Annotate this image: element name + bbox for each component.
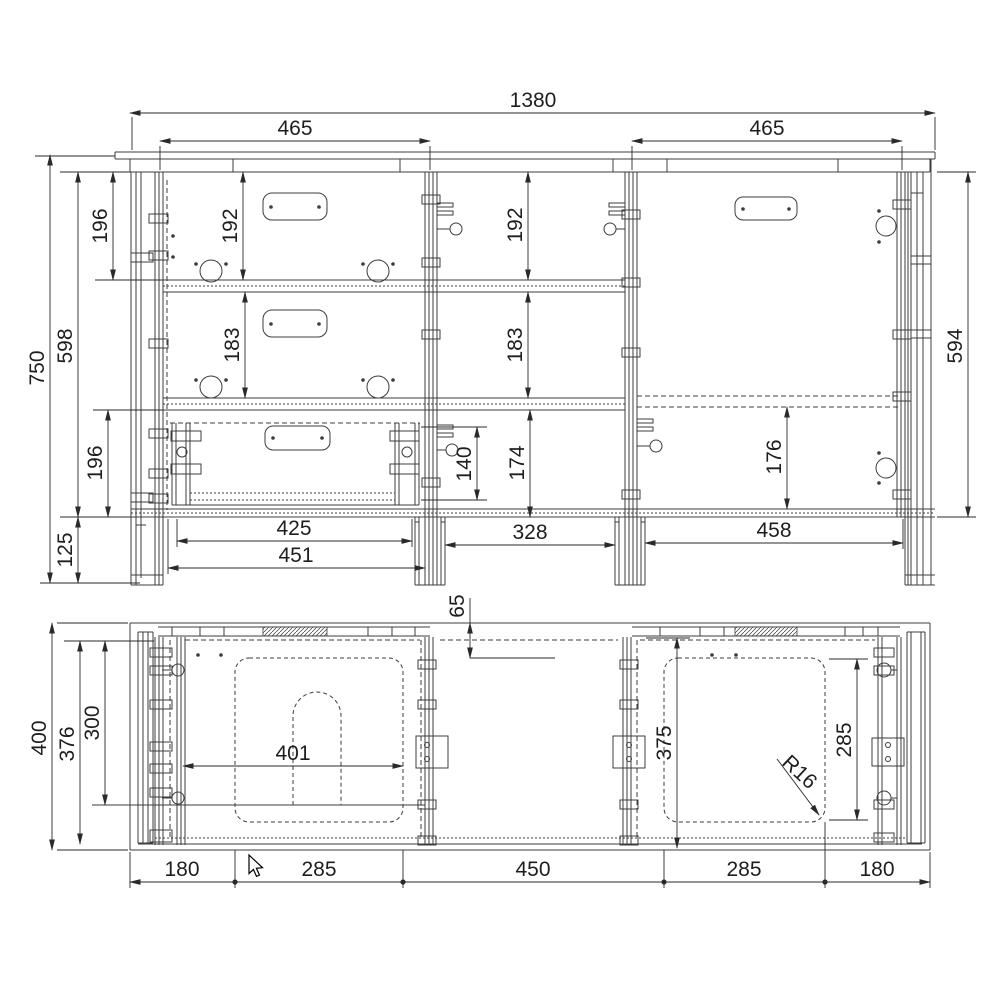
bracket	[609, 211, 625, 215]
bracket	[874, 648, 894, 657]
screw-dot	[877, 209, 881, 213]
right-door-outline	[664, 658, 825, 822]
dim-center-bottom-opening: 174	[506, 445, 529, 481]
screw-dot	[361, 262, 365, 266]
cam-lock-icon	[172, 792, 184, 804]
cam-lock-icon	[886, 743, 891, 748]
screw-dot	[271, 436, 275, 440]
cabinet-geometry	[92, 152, 935, 850]
plan-dashed-outlines	[235, 658, 825, 822]
bracket	[911, 256, 931, 264]
screw-dot	[320, 436, 324, 440]
screw-dot	[710, 653, 714, 657]
dim-drawer-box-depth: 300	[81, 705, 104, 741]
screw-dot	[877, 240, 881, 244]
screw-dot	[877, 451, 881, 455]
cam-lock-icon	[402, 447, 412, 457]
dim-front-edge-offset: 65	[446, 594, 469, 618]
cam-lock-icon	[877, 791, 891, 805]
dim-drawer-inner-width: 425	[276, 517, 312, 540]
screw-dot	[194, 262, 198, 266]
screw-dot	[269, 322, 273, 326]
dim-seg-center: 450	[515, 858, 551, 881]
left-handle-slot	[263, 627, 327, 636]
screw-dot	[877, 481, 881, 485]
screw-dot	[741, 207, 745, 211]
screw-dot	[219, 653, 223, 657]
dim-left-middle-opening: 183	[221, 327, 244, 363]
cam-lock-icon	[367, 260, 389, 282]
screw-dot	[317, 322, 321, 326]
bracket	[437, 211, 453, 215]
dim-overall-height: 750	[26, 350, 49, 386]
cam-lock-icon	[604, 223, 616, 235]
dim-right-side-height: 594	[944, 328, 967, 364]
dim-center-opening-width: 328	[512, 521, 548, 544]
cam-lock-icon	[886, 757, 891, 762]
dim-seg-left-end: 180	[164, 858, 200, 881]
bracket	[911, 330, 931, 338]
screw-dot	[171, 255, 175, 259]
screw-dot	[224, 378, 228, 382]
dim-lower-compartment: 196	[84, 445, 107, 481]
dim-inner-depth: 376	[56, 726, 79, 762]
cam-lock-icon	[200, 376, 222, 398]
dim-drawer-front-height: 140	[453, 446, 476, 482]
dim-corner-radius: R16	[777, 750, 822, 794]
bracket	[437, 433, 453, 437]
right-handle-slot	[735, 627, 797, 636]
dim-center-middle-opening: 183	[504, 327, 527, 363]
screw-dot	[196, 653, 200, 657]
screw-dot	[194, 378, 198, 382]
screw-dot	[269, 205, 273, 209]
dim-seg-left: 285	[301, 858, 337, 881]
cam-lock-icon	[876, 216, 896, 236]
screw-dot	[171, 234, 175, 238]
dim-left-top-opening: 192	[219, 208, 242, 244]
dim-right-opening-width: 458	[756, 519, 792, 542]
cam-lock-icon	[876, 458, 896, 478]
screw-dot	[224, 262, 228, 266]
screw-dot	[361, 378, 365, 382]
dim-side-panel-height: 598	[54, 328, 77, 364]
dim-panel-cutout-width: 285	[833, 722, 856, 758]
bracket	[637, 419, 653, 423]
screw-dot	[391, 378, 395, 382]
cam-lock-icon	[367, 376, 389, 398]
dim-upper-compartment: 196	[89, 208, 112, 244]
dim-drawer-box-width: 401	[275, 742, 311, 765]
screw-dot	[391, 262, 395, 266]
dim-plinth-height: 125	[54, 532, 77, 568]
cam-lock-icon	[650, 440, 662, 452]
mouse-cursor	[249, 855, 263, 876]
dim-right-bottom-opening: 176	[763, 439, 786, 475]
cam-lock-icon	[172, 664, 184, 676]
dim-right-section-width: 465	[749, 117, 785, 140]
cam-lock-icon	[450, 223, 462, 235]
dim-drawer-outer-width: 451	[278, 544, 314, 567]
bracket	[131, 253, 153, 262]
dim-seg-right: 285	[726, 858, 762, 881]
screw-dot	[317, 205, 321, 209]
screw-dot	[734, 653, 738, 657]
dim-overall-width: 1380	[509, 89, 557, 112]
bracket	[637, 427, 653, 431]
bracket	[609, 203, 625, 207]
dim-left-section-width: 465	[277, 117, 313, 140]
dim-center-top-opening: 192	[504, 207, 527, 243]
cam-lock-icon	[200, 260, 222, 282]
dim-seg-right-end: 180	[859, 858, 895, 881]
screw-dot	[787, 207, 791, 211]
left-drawer-outline	[235, 658, 403, 822]
dim-door-panel-depth: 375	[653, 725, 676, 761]
bracket	[613, 736, 645, 768]
dim-overall-depth: 400	[28, 720, 51, 756]
